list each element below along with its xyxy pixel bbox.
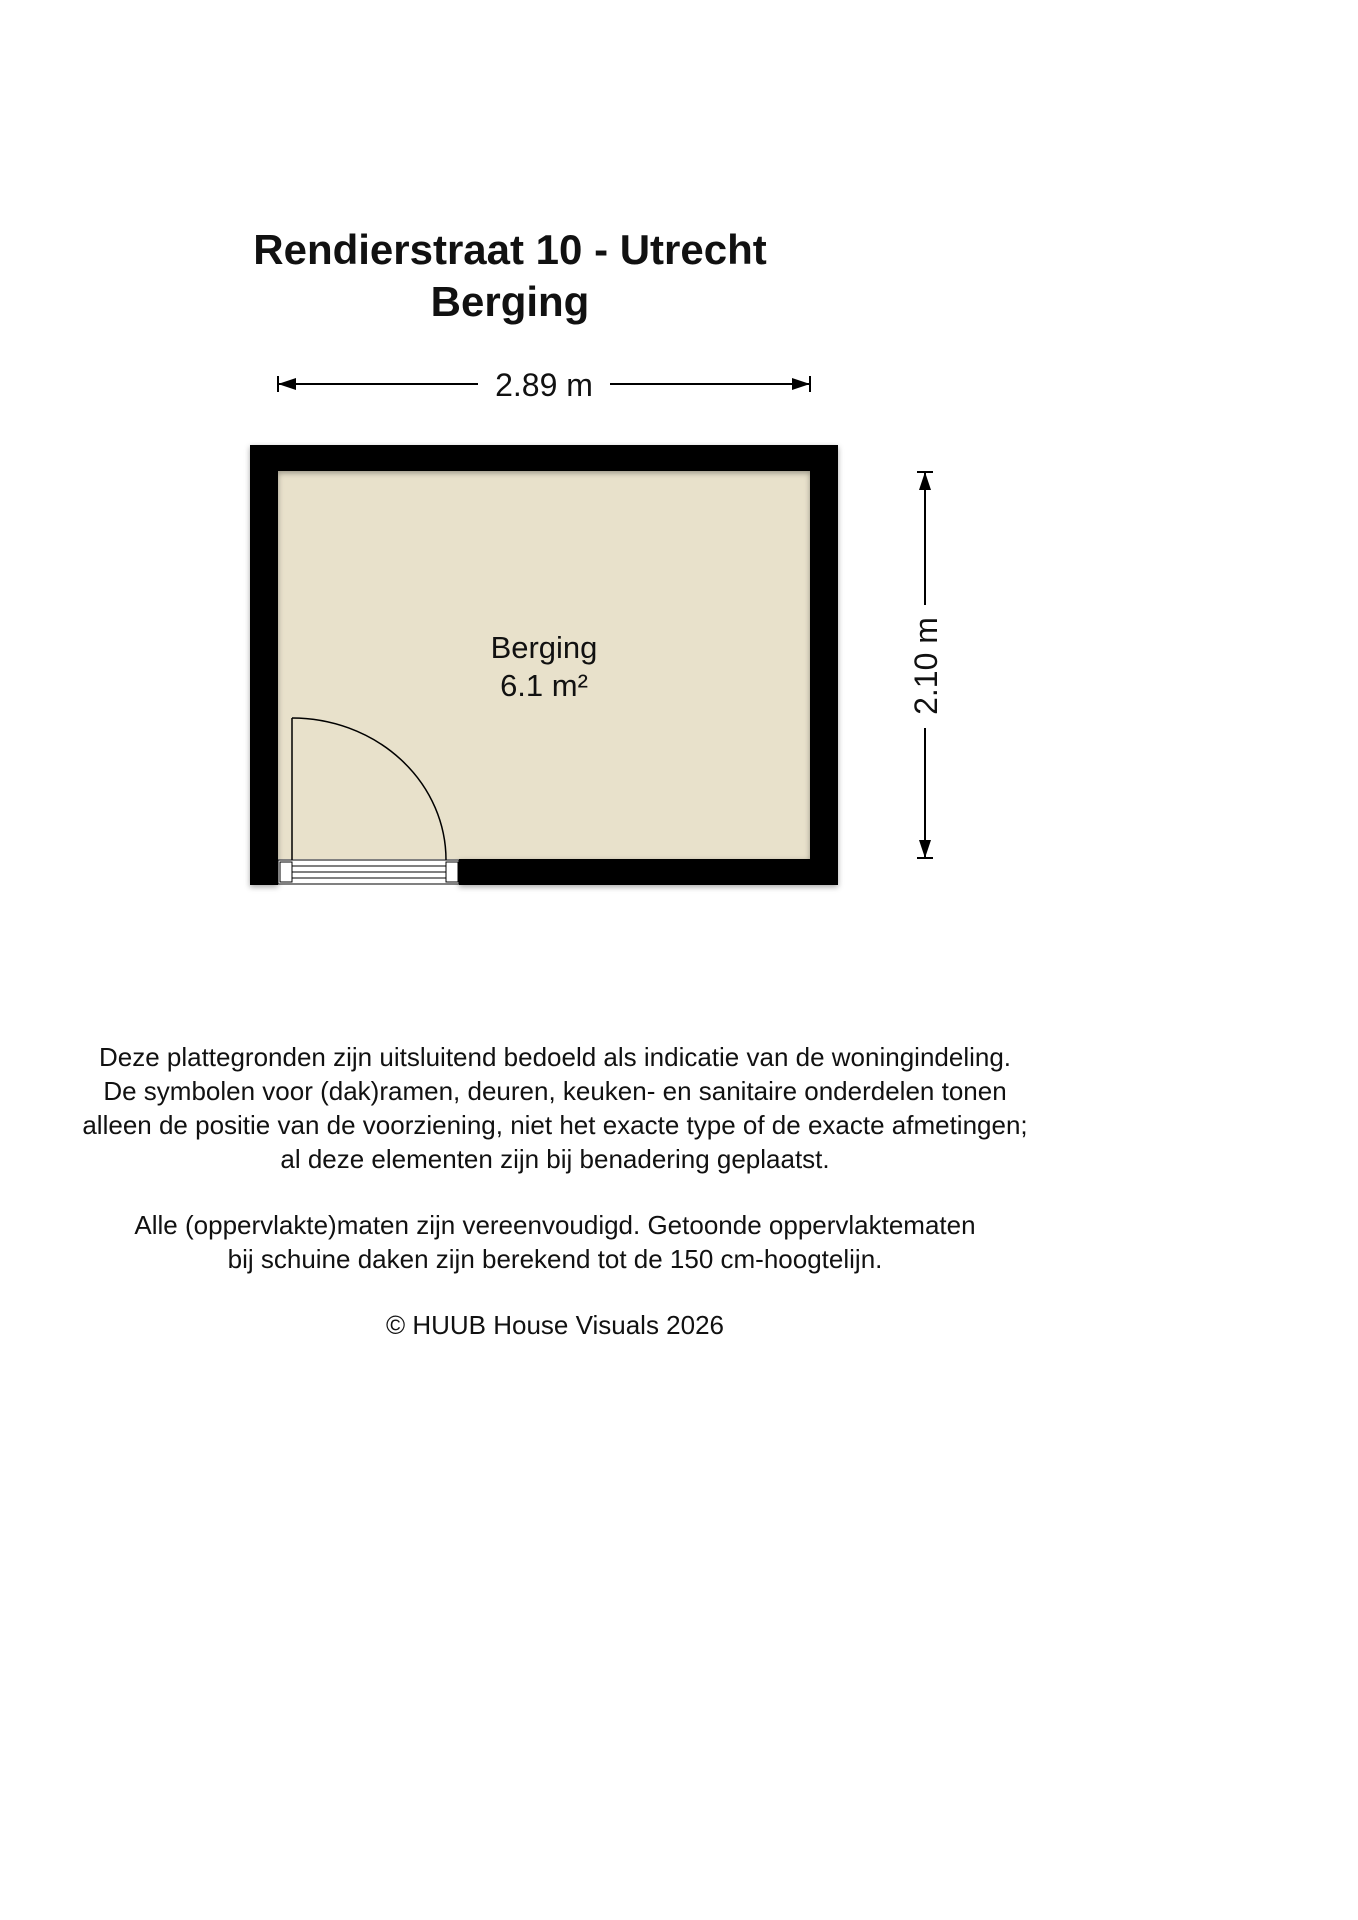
arrow-down-icon [919,840,931,858]
height-dimension [908,472,944,858]
title-floor: Berging [430,278,590,325]
disclaimer-line: al deze elementen zijn bij benadering geplaatst. [280,1144,830,1174]
height-label: 2.10 m [908,617,944,715]
wall-bottom [459,859,838,885]
room-name: Berging [490,630,598,665]
arrow-right-icon [792,378,810,390]
wall-left [250,445,278,885]
disclaimer-paragraph-1 [0,1040,1110,1176]
disclaimer-line: Alle (oppervlakte)maten zijn vereenvoudigd. Getoonde oppervlaktematen [134,1210,976,1240]
room-floor [278,471,810,859]
floorplan-drawing [0,0,1110,1000]
disclaimer-paragraph-2 [0,1208,1110,1276]
copyright: © HUUB House Visuals 2026 [385,1310,725,1340]
arrow-left-icon [278,378,296,390]
disclaimer-line: Deze plattegronden zijn uitsluitend bedoeld als indicatie van de woningindeling. [98,1042,1012,1072]
disclaimer [0,1040,1110,1374]
disclaimer-line: alleen de positie van de voorziening, niet het exacte type of de exacte afmetingen; [82,1110,1028,1140]
wall-right [810,445,838,885]
width-label: 2.89 m [495,367,593,403]
wall-top [250,445,838,471]
arrow-up-icon [919,472,931,490]
title-address: Rendierstraat 10 - Utrecht [253,226,767,273]
room-area: 6.1 m² [500,668,588,703]
door-threshold [278,860,459,884]
width-dimension [278,367,810,403]
disclaimer-line: De symbolen voor (dak)ramen, deuren, keuken- en sanitaire onderdelen tonen [103,1076,1007,1106]
disclaimer-line: bij schuine daken zijn berekend tot de 150 cm-hoogtelijn. [227,1244,883,1274]
